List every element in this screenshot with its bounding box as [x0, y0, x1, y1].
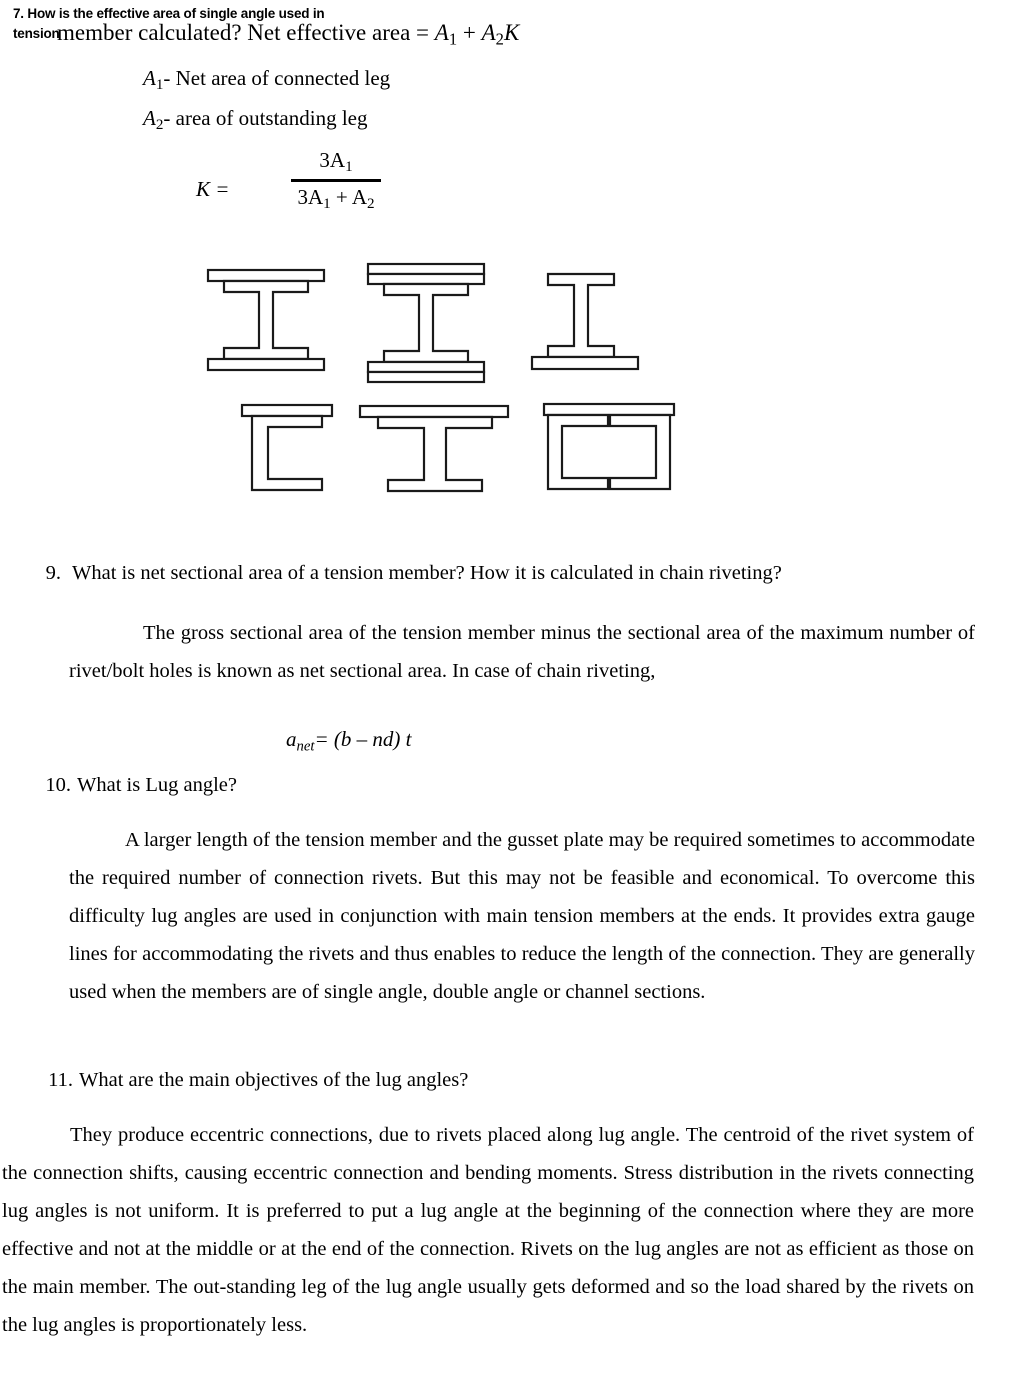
question-11-text: What are the main objectives of the lug angles? — [79, 1069, 469, 1091]
denominator-first-term: 3A — [297, 184, 324, 209]
definition-a2-subscript: 2 — [155, 117, 164, 134]
question-11-heading — [37, 1067, 468, 1093]
question-7-heading-formula — [57, 20, 519, 53]
question-7-heading-line1: 7. How is the effective area of single angle used in — [13, 6, 325, 21]
question-9-number: 9. — [45, 562, 61, 584]
denominator-second-subscript: 2 — [367, 195, 375, 212]
formula-plus: + — [457, 20, 482, 45]
formula-a2-symbol: A — [481, 20, 496, 45]
question-11-answer: They produce eccentric connections, due to rivets placed along lug angle. The centroid of the rivet system of the connection shifts, causing eccentric connection and bending moments. Stress distribution in the rivets connecting lug angles is not uniform. It is preferred to put a lug angle at the beginning of the connection where they are more effective and not at the middle or at the end of the connection. Rivets on the lug angles are not as efficient as those on the main member. The out-standing leg of the lug angle usually gets deformed and so the load shared by the rivets on the lug angles is proportionately less. — [2, 1124, 974, 1336]
question-9-heading — [35, 560, 782, 586]
question-10-answer: A larger length of the tension member and the gusset plate may be required sometimes to accommodate the required number of connection rivets. But this may not be feasible and economical. To overcome this difficulty lug angles are used in conjunction with main tension members at the ends. It provides extra gauge lines for accommodating the rivets and thus enables to reduce the length of the connection. They are generally used when the members are of single angle, double angle or channel sections. — [69, 829, 975, 1003]
formula-a1-symbol: A — [434, 20, 449, 45]
equation-net-area — [286, 727, 411, 755]
formula-a2-subscript: 2 — [495, 29, 504, 49]
fraction-numerator — [309, 148, 362, 179]
definition-a2 — [143, 106, 367, 134]
question-10-text: What is Lug angle? — [77, 774, 237, 796]
question-7-heading-text: member calculated? Net effective area = — [57, 20, 435, 45]
question-10-heading — [35, 772, 237, 798]
section-i-beam-with-bottom-plate — [532, 274, 638, 369]
formula-a1-subscript: 1 — [448, 29, 458, 49]
steel-sections-figure — [196, 258, 676, 503]
definition-a1-text: - Net area of connected leg — [163, 66, 391, 90]
question-9-answer: The gross sectional area of the tension member minus the sectional area of the maximum number of rivet/bolt holes is known as net sectional area. In case of chain riveting, — [69, 622, 975, 682]
question-11-number: 11. — [48, 1069, 73, 1091]
formula-k-fraction — [196, 148, 381, 213]
section-box-two-channels-with-top-plate — [544, 404, 674, 489]
equation-a-symbol: a — [286, 727, 297, 751]
section-i-beam-with-single-cover-plates — [208, 270, 324, 370]
numerator-subscript: 1 — [345, 159, 353, 176]
definition-a2-symbol: A — [143, 106, 156, 130]
fraction-denominator — [291, 182, 380, 214]
question-9-text: What is net sectional area of a tension member? How it is calculated in chain riveting? — [72, 562, 782, 584]
fraction — [291, 148, 380, 213]
definition-a2-text: - area of outstanding leg — [163, 106, 368, 130]
definition-a1 — [143, 66, 390, 94]
denominator-first-subscript: 1 — [323, 195, 331, 212]
equation-right-hand-side: = (b – nd) t — [314, 727, 412, 751]
definition-a1-symbol: A — [143, 66, 156, 90]
section-i-beam-with-double-cover-plates — [368, 264, 484, 382]
formula-k-symbol: K — [503, 20, 520, 45]
definition-a1-subscript: 1 — [155, 77, 164, 94]
formula-k-left-hand-side: K = — [196, 177, 230, 202]
question-10-number: 10. — [45, 774, 71, 796]
section-i-beam-with-wide-top-plate — [360, 406, 508, 491]
question-7-heading-line2-tension: tension — [13, 26, 60, 41]
section-channel-with-top-plate — [242, 405, 332, 490]
equation-net-subscript: net — [296, 738, 315, 755]
denominator-plus: + A — [330, 184, 368, 209]
numerator-text: 3A — [319, 148, 346, 172]
